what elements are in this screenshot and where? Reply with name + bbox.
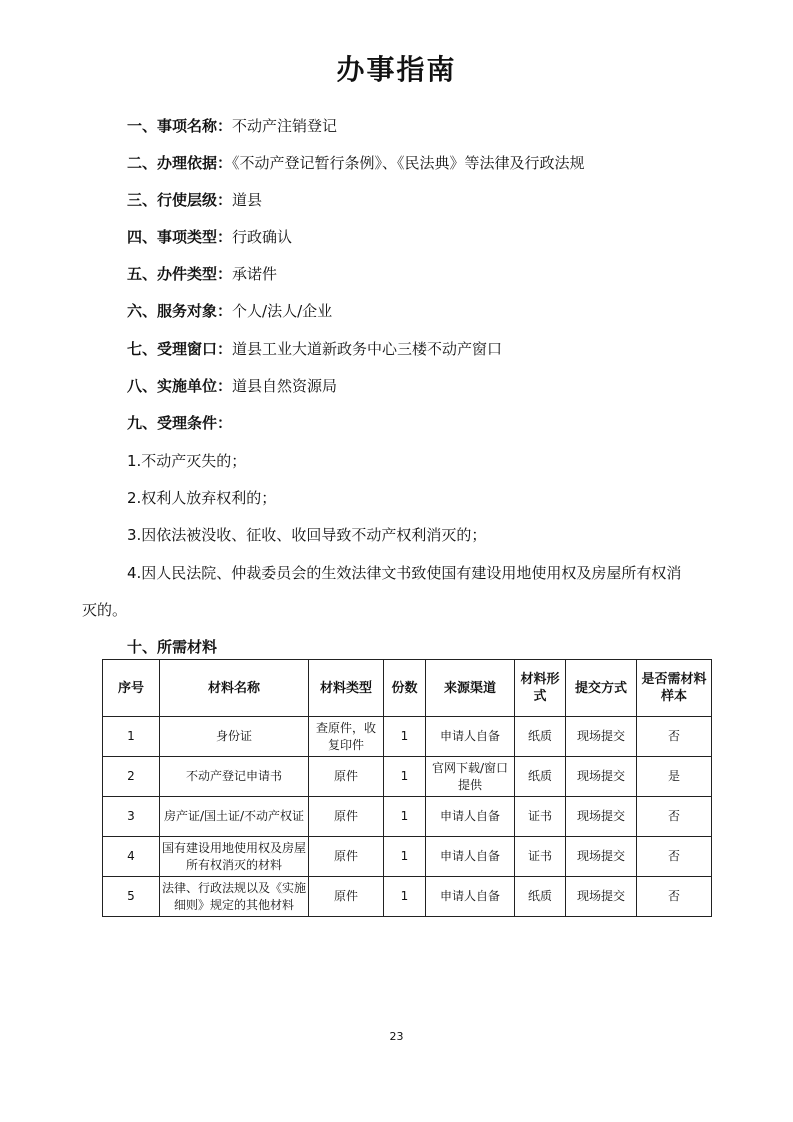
table-cell: 否	[637, 837, 712, 877]
table-row	[103, 837, 712, 877]
table-cell: 现场提交	[566, 757, 637, 797]
info-value: 道县工业大道新政务中心三楼不动产窗口	[232, 340, 503, 358]
info-label: 九、受理条件：	[127, 414, 233, 432]
header-cell: 份数	[384, 660, 426, 717]
table-header-row	[103, 660, 712, 717]
condition-item: 1.不动产灭失的；	[127, 452, 247, 470]
table-cell: 是	[637, 757, 712, 797]
table-cell: 纸质	[515, 757, 566, 797]
condition-item-continued: 灭的。	[82, 601, 128, 619]
info-label: 八、实施单位：	[127, 377, 233, 395]
info-item-unit	[127, 375, 337, 397]
table-cell: 原件	[309, 877, 384, 917]
table-cell: 否	[637, 877, 712, 917]
table-cell: 原件	[309, 837, 384, 877]
header-cell: 序号	[103, 660, 160, 717]
info-value: 道县	[232, 191, 263, 209]
table-cell: 查原件，收复印件	[309, 717, 384, 757]
info-item-conditions	[127, 412, 232, 434]
info-value: 行政确认	[232, 228, 293, 246]
header-cell: 材料类型	[309, 660, 384, 717]
table-cell: 国有建设用地使用权及房屋所有权消灭的材料	[160, 837, 309, 877]
header-cell: 是否需材料样本	[637, 660, 712, 717]
info-item-name	[127, 115, 337, 137]
table-cell: 1	[103, 717, 160, 757]
table-cell: 2	[103, 757, 160, 797]
table-cell: 申请人自备	[426, 717, 515, 757]
materials-table	[102, 659, 712, 917]
header-cell: 来源渠道	[426, 660, 515, 717]
info-item-case-type	[127, 263, 277, 285]
table-row	[103, 797, 712, 837]
condition-item: 2.权利人放弃权利的；	[127, 489, 277, 507]
info-item-level	[127, 189, 262, 211]
info-item-type	[127, 226, 292, 248]
materials-heading: 十、所需材料	[127, 638, 218, 656]
info-value: 个人/法人/企业	[232, 302, 333, 320]
info-label: 六、服务对象：	[127, 302, 233, 320]
table-row	[103, 717, 712, 757]
info-label: 七、受理窗口：	[127, 340, 233, 358]
table-cell: 1	[384, 797, 426, 837]
info-label: 二、办理依据：	[127, 154, 233, 172]
info-value: 不动产注销登记	[232, 117, 338, 135]
table-cell: 官网下载/窗口提供	[426, 757, 515, 797]
table-cell: 否	[637, 797, 712, 837]
table-cell: 3	[103, 797, 160, 837]
info-label: 四、事项类型：	[127, 228, 233, 246]
table-cell: 纸质	[515, 877, 566, 917]
info-value: 《不动产登记暂行条例》、《民法典》等法律及行政法规	[232, 154, 585, 172]
table-cell: 1	[384, 757, 426, 797]
header-cell: 材料名称	[160, 660, 309, 717]
table-cell: 原件	[309, 757, 384, 797]
table-cell: 4	[103, 837, 160, 877]
info-item-window	[127, 338, 502, 360]
table-cell: 否	[637, 717, 712, 757]
table-cell: 证书	[515, 837, 566, 877]
table-cell: 1	[384, 877, 426, 917]
table-cell: 5	[103, 877, 160, 917]
table-cell: 现场提交	[566, 877, 637, 917]
info-value: 承诺件	[232, 265, 278, 283]
table-row	[103, 757, 712, 797]
table-cell: 不动产登记申请书	[160, 757, 309, 797]
table-cell: 房产证/国土证/不动产权证	[160, 797, 309, 837]
table-cell: 申请人自备	[426, 877, 515, 917]
info-value: 道县自然资源局	[232, 377, 338, 395]
table-cell: 原件	[309, 797, 384, 837]
header-cell: 提交方式	[566, 660, 637, 717]
table-cell: 申请人自备	[426, 797, 515, 837]
table-cell: 证书	[515, 797, 566, 837]
table-cell: 现场提交	[566, 797, 637, 837]
table-row	[103, 877, 712, 917]
info-item-target	[127, 300, 332, 322]
info-item-basis	[127, 152, 585, 174]
info-label: 三、行使层级：	[127, 191, 233, 209]
table-cell: 现场提交	[566, 717, 637, 757]
info-label: 五、办件类型：	[127, 265, 233, 283]
table-cell: 1	[384, 717, 426, 757]
page-title: 办事指南	[336, 53, 457, 86]
table-cell: 申请人自备	[426, 837, 515, 877]
table-cell: 现场提交	[566, 837, 637, 877]
table-cell: 法律、行政法规以及《实施细则》规定的其他材料	[160, 877, 309, 917]
table-cell: 1	[384, 837, 426, 877]
info-label: 一、事项名称：	[127, 117, 233, 135]
table-cell: 身份证	[160, 717, 309, 757]
condition-item: 3.因依法被没收、征收、收回导致不动产权利消灭的；	[127, 526, 487, 544]
condition-item: 4.因人民法院、仲裁委员会的生效法律文书致使国有建设用地使用权及房屋所有权消	[127, 564, 682, 582]
table-cell: 纸质	[515, 717, 566, 757]
page-number: 23	[389, 1030, 404, 1043]
header-cell: 材料形式	[515, 660, 566, 717]
